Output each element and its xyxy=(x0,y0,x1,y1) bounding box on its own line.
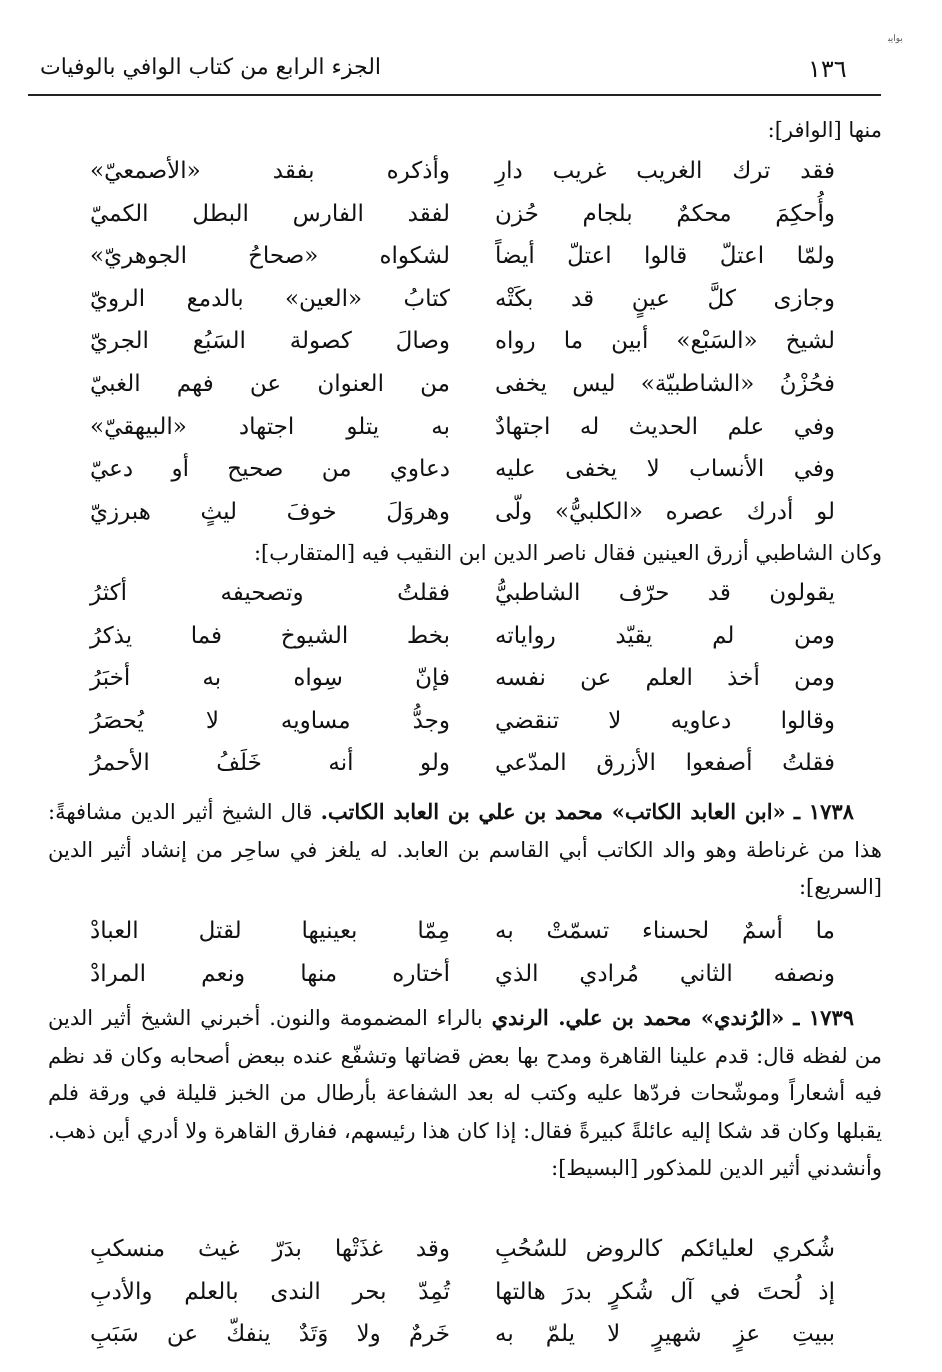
entry-1739 xyxy=(48,999,882,1188)
second-hemistich: خَرمٌ ولا وَتَدٌ ينفكّ عن سَبَبِ xyxy=(90,1321,450,1348)
verse-line xyxy=(0,406,942,449)
second-hemistich: وصالَ كصولة السَبُع الجريّ xyxy=(90,328,450,355)
verse-line xyxy=(0,572,942,615)
first-hemistich: ونصفه الثاني مُرادي الذي xyxy=(495,960,835,987)
first-hemistich: شُكري لعليائكم كالروض للسُحُبِ xyxy=(495,1236,835,1262)
verse-line xyxy=(0,491,942,534)
first-hemistich: ومن لم يقيّد رواياته xyxy=(495,622,835,649)
first-hemistich: ببيتِ عزٍ شهيرٍ لا يلمّ به xyxy=(495,1321,835,1348)
first-hemistich: فحُزْنُ «الشاطبيّة» ليس يخفى xyxy=(495,370,835,397)
verse-line xyxy=(0,193,942,236)
second-hemistich: لفقد الفارس البطل الكميّ xyxy=(90,200,450,227)
second-hemistich: به يتلو اجتهاد «البيهقيّ» xyxy=(90,413,450,440)
first-hemistich: ومن أخذ العلم عن نفسه xyxy=(495,665,835,692)
entry-title: «الرُندي» محمد بن علي. الرندي xyxy=(491,1005,785,1030)
second-hemistich: بخط الشيوخ فما يذكرُ xyxy=(90,622,450,649)
first-hemistich: يقولون قد حرّف الشاطبيُّ xyxy=(495,580,835,606)
second-hemistich: وأذكره بفقد «الأصمعيّ» xyxy=(90,158,450,184)
poem-4 xyxy=(0,1228,942,1356)
second-hemistich: وجدُّ مساويه لا يُحصَرُ xyxy=(90,707,450,734)
verse-line xyxy=(0,615,942,658)
verse-line xyxy=(0,363,942,406)
header-rule xyxy=(28,94,881,96)
verse-line xyxy=(0,953,942,996)
second-hemistich: وهروَلَ خوفَ ليثٍ هبرزيّ xyxy=(90,498,450,525)
verse-line xyxy=(0,320,942,363)
verse-line xyxy=(0,1228,942,1271)
first-hemistich: إذ لُحتَ في آل شُكرٍ بدرَ هالتها xyxy=(495,1278,835,1305)
second-hemistich: كتابُ «العين» بالدمع الرويّ xyxy=(90,285,450,312)
second-hemistich: فقلتُ وتصحيفه أكثرُ xyxy=(90,580,450,606)
first-hemistich: لشيخ «السَبْع» أبين ما رواه xyxy=(495,328,835,355)
page-number: ١٣٦ xyxy=(808,55,847,83)
verse-line xyxy=(0,448,942,491)
entry-number: ١٧٣٩ ـ xyxy=(793,1005,855,1030)
entry-number: ١٧٣٨ ـ xyxy=(793,799,854,824)
first-hemistich: فقد ترك الغريب غريب دارِ xyxy=(495,158,835,184)
first-hemistich: وأُحكِمَ محكمٌ بلجام حُزن xyxy=(495,200,835,227)
verse-line xyxy=(0,910,942,953)
second-hemistich: تُمِدّ بحر الندى بالعلم والأدبِ xyxy=(90,1278,450,1305)
second-hemistich: من العنوان عن فهم الغبيّ xyxy=(90,370,450,397)
first-hemistich: وفي علم الحديث له اجتهادٌ xyxy=(495,413,835,440)
entry-text: قال الشيخ أثير الدين مشافهةً: هذا من غرناطة وهو والد الكاتب أبي القاسم بن العابد. له يلغز في ساحِر من إنشاد أثير الدين [السريع]: xyxy=(48,800,882,900)
poem-1 xyxy=(0,150,942,533)
second-hemistich: ولو أنه خَلَفُ الأحمرُ xyxy=(90,750,450,777)
poem-2 xyxy=(0,572,942,785)
poem-3 xyxy=(0,910,942,995)
second-hemistich: وقد غذَتْها بدَرّ غيث منسكبِ xyxy=(90,1236,450,1262)
first-hemistich: وفي الأنساب لا يخفى عليه xyxy=(495,456,835,483)
intro-meter-mutaqarib: وكان الشاطبي أزرق العينين فقال ناصر الدين ابن النقيب فيه [المتقارب]: xyxy=(253,541,882,565)
second-hemistich: أختاره منها ونعم المرادْ xyxy=(90,960,450,987)
verse-line xyxy=(0,235,942,278)
first-hemistich: لو أدرك عصره «الكلبيُّ» ولّى xyxy=(495,498,835,525)
entry-1738 xyxy=(48,793,882,907)
first-hemistich: وقالوا دعاويه لا تنقضي xyxy=(495,707,835,734)
first-hemistich: ما أسمٌ لحسناء تسمّتْ به xyxy=(495,918,835,944)
verse-line xyxy=(0,742,942,785)
first-hemistich: ولمّا اعتلّ قالوا اعتلّ أيضاً xyxy=(495,243,835,270)
verse-line xyxy=(0,150,942,193)
entry-title: «ابن العابد الكاتب» محمد بن علي بن العابد الكاتب. xyxy=(320,799,786,824)
entry-text: بالراء المضمومة والنون. أخبرني الشيخ أثير الدين من لفظه قال: قدم علينا القاهرة ومدح بها بعض قضاتها وتشفّع عنده ببعض أصحابه وكان قد نظم فيه أشعاراً وموشّحات فردّها عليه وكتب له بعد الشفاعة بأرطال من الخبز قليلة في ورقة فلم يقبلها وكان قد شكا إليه عائلةً كبيرةً فقال: إذا كان هذا رئيسهم، ففارق القاهرة ولا أدري أين ذهب. وأنشدني أثير الدين للمذكور [البسيط]: xyxy=(48,1006,882,1181)
verse-line xyxy=(0,278,942,321)
corner-mark: ﺑﻮﺍﻳﺒ xyxy=(888,34,903,44)
first-hemistich: وجازى كلَّ عينٍ قد بكَتْه xyxy=(495,285,835,312)
first-hemistich: فقلتُ أصفعوا الأزرق المدّعي xyxy=(495,750,835,777)
verse-line xyxy=(0,1271,942,1314)
verse-line xyxy=(0,700,942,743)
second-hemistich: مِمّا بعينيها لقتل العبادْ xyxy=(90,918,450,944)
second-hemistich: لشكواه «صحاحُ الجوهريّ» xyxy=(90,243,450,270)
verse-line xyxy=(0,1313,942,1356)
second-hemistich: دعاوي من صحيح أو دعيّ xyxy=(90,456,450,483)
second-hemistich: فإنّ سِواه به أخبَرُ xyxy=(90,665,450,692)
verse-line xyxy=(0,657,942,700)
intro-meter-wafir: منها [الوافر]: xyxy=(767,118,882,142)
running-header: الجزء الرابع من كتاب الوافي بالوفيات xyxy=(40,55,382,80)
